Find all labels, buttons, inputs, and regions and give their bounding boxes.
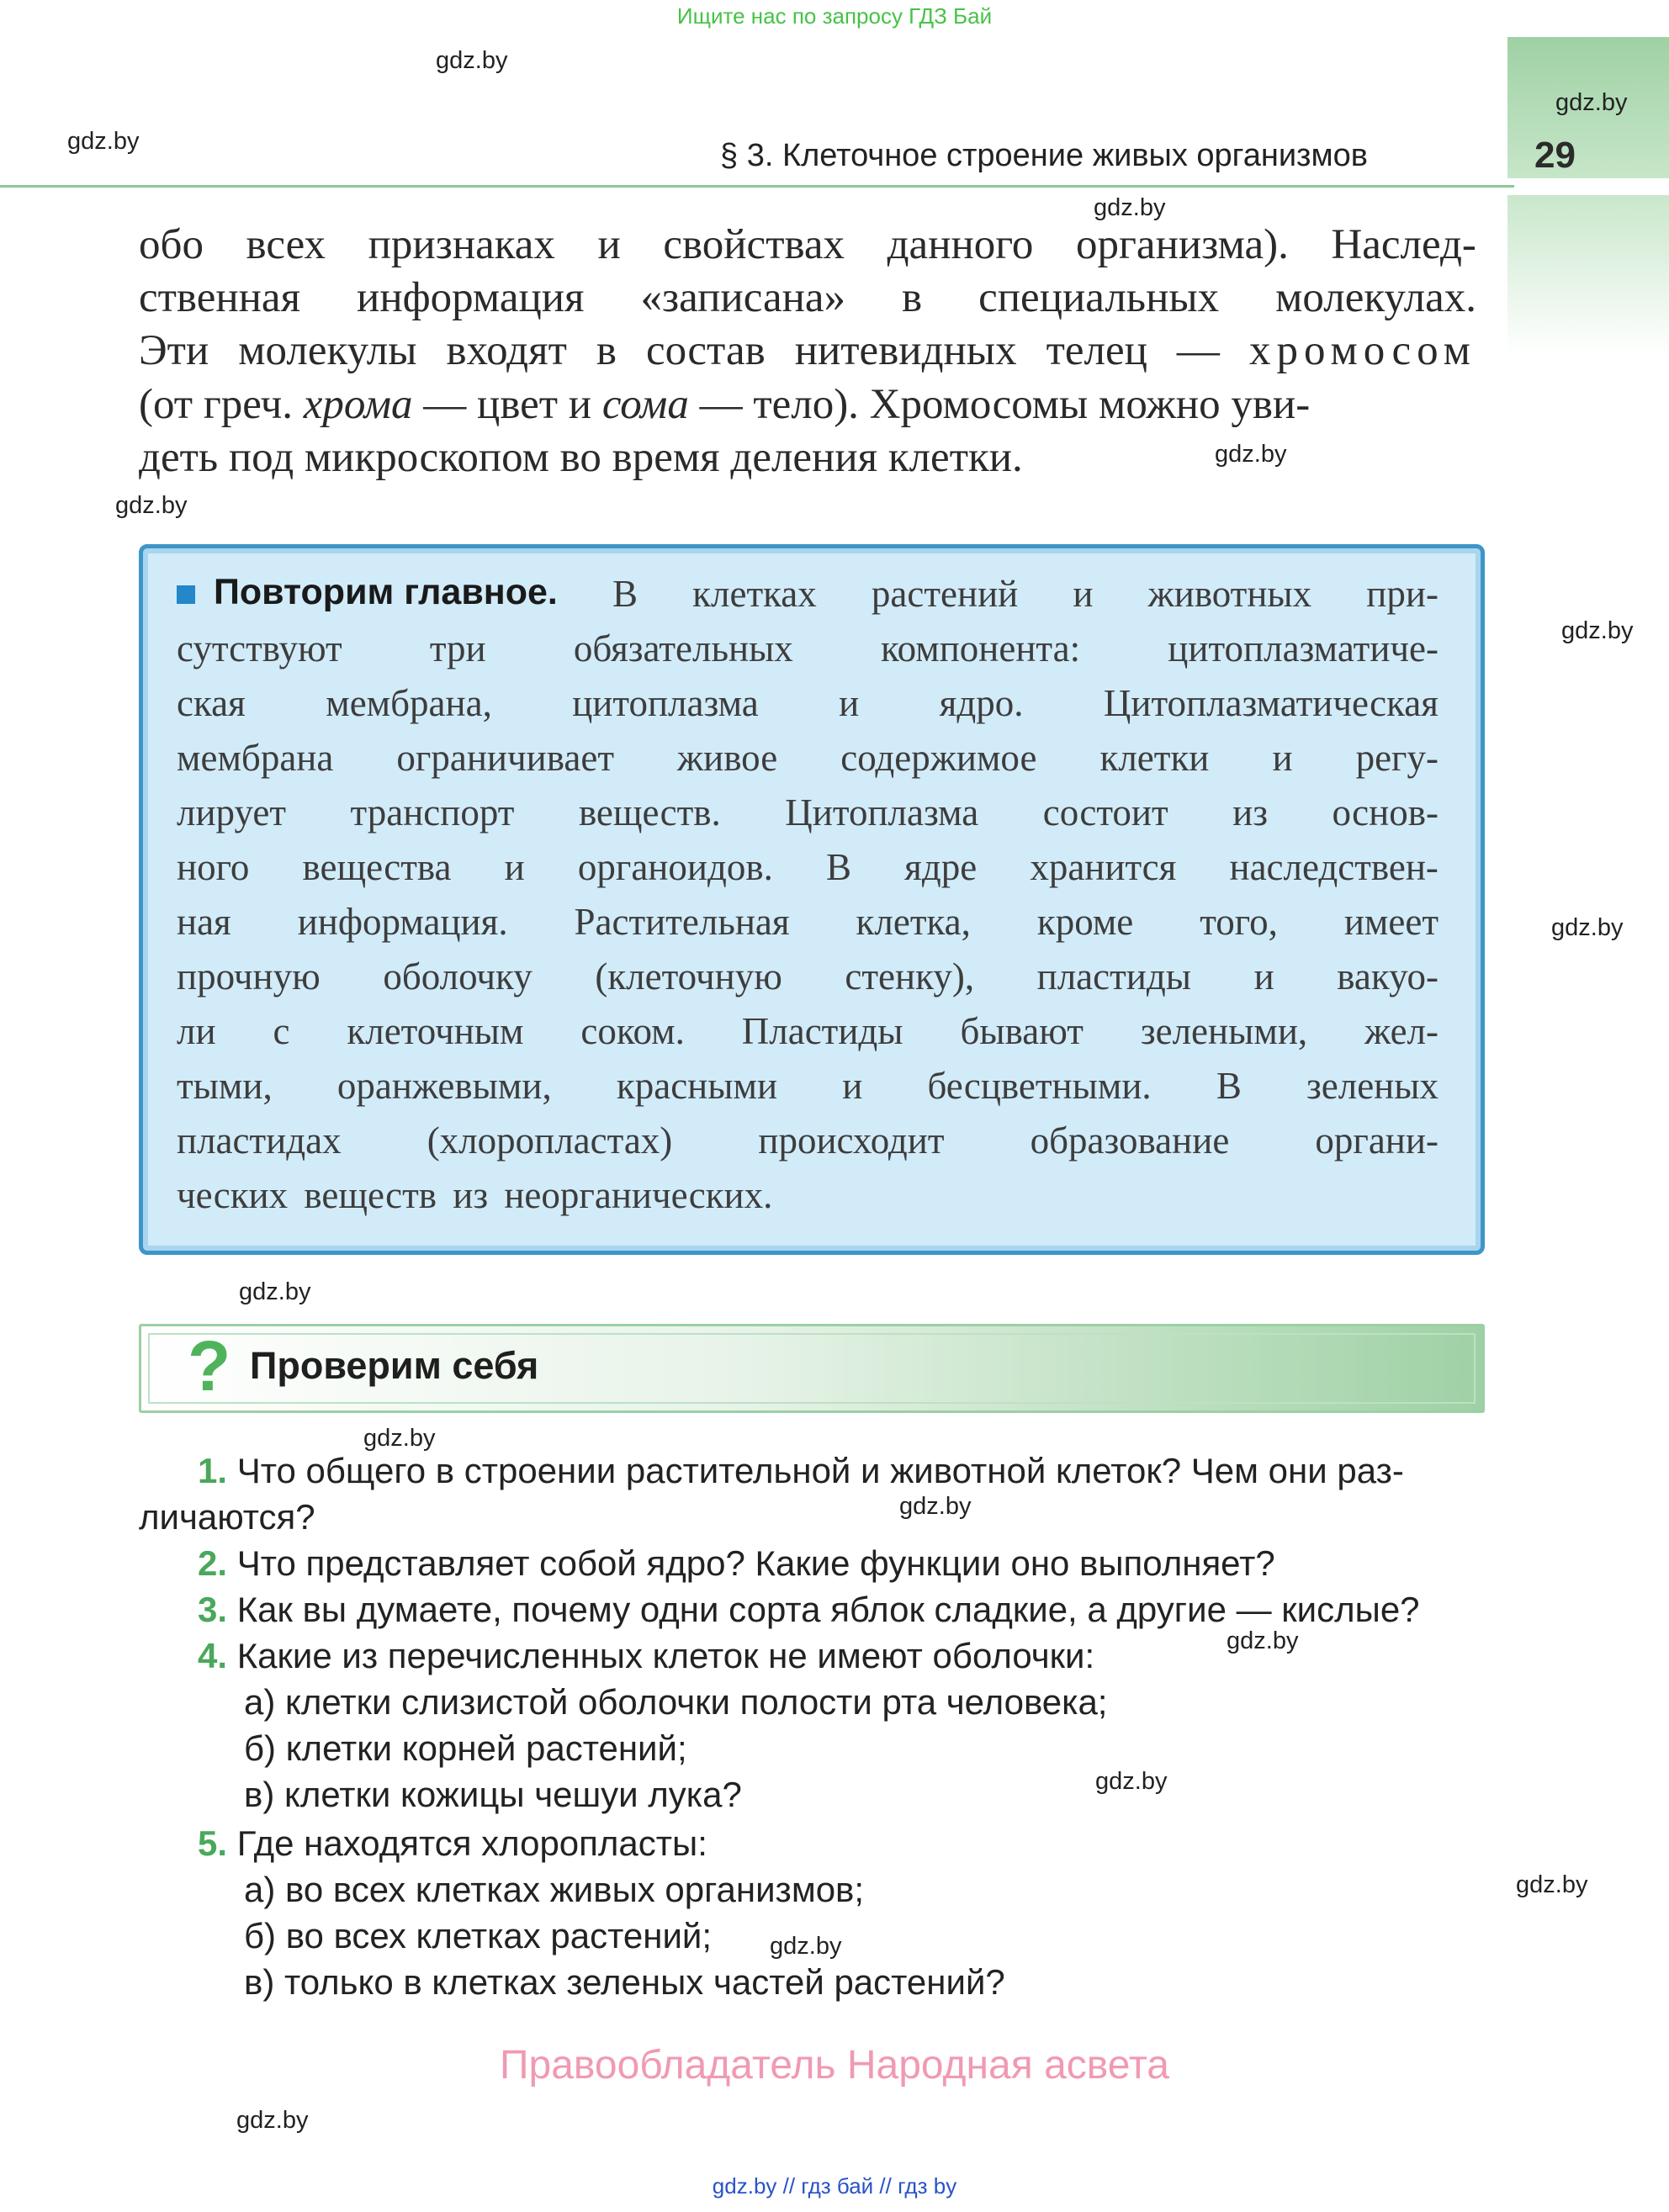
word: веществ. [578,791,721,833]
summary-line [177,845,1439,889]
summary-line [177,791,1439,834]
word: основ- [1332,791,1439,833]
word: (клеточную [595,955,782,998]
summary-label: Повторим главное. [177,572,558,616]
word: входят [446,327,567,374]
summary-line [177,1064,1439,1108]
page-tab-fade [1507,195,1669,355]
word: зеленых [1306,1065,1439,1107]
word: признаках [368,221,555,268]
text-segment: — цвет и [423,381,592,428]
body-line [139,326,1476,375]
word: Растительная [574,901,790,943]
word: (хлоропластах) [427,1119,673,1162]
word: свойствах [663,221,845,268]
word: и [1253,955,1274,998]
watermark: gdz.by [67,128,140,155]
watermark: gdz.by [1094,194,1166,221]
question-4-option-c: в) клетки кожицы чешуи лука? [244,1775,742,1814]
word: красными [616,1065,778,1107]
summary-line [177,955,1439,998]
summary-line [177,627,1439,670]
question-4-option-a: а) клетки слизистой оболочки полости рта человека; [244,1682,1108,1722]
word: в [596,327,617,374]
word: клетка, [856,901,971,943]
word: тыми, [177,1065,273,1107]
question-text: Как вы думаете, почему одни сорта яблок сладкие, а другие — кислые? [236,1590,1420,1629]
question-4 [198,1636,1094,1676]
word: нитевидных [794,327,1017,374]
word: в [902,274,923,321]
question-1-cont: личаются? [139,1497,315,1537]
question-3 [198,1590,1420,1630]
word: органоидов. [577,846,773,888]
word: клетках [692,573,817,615]
word: при- [1366,573,1439,615]
term-chromosome: хромосом [1248,327,1476,374]
watermark: gdz.by [770,1933,842,1960]
word: ядро. [939,682,1024,724]
question-number: 4. [198,1636,228,1675]
word: обо [139,221,204,268]
question-4-option-b: б) клетки корней растений; [244,1728,687,1768]
question-text: Где находятся хлоропласты: [236,1823,707,1863]
summary-line [177,1119,1439,1162]
body-line [139,273,1476,322]
copyright-notice: Правообладатель Народная асвета [500,2043,1169,2088]
word: и [597,221,621,268]
word: обязательных [573,627,793,669]
word: жел- [1364,1010,1439,1052]
watermark: gdz.by [115,492,188,519]
word: живое [677,737,778,779]
word: и [1272,737,1293,779]
word: состоит [1042,791,1168,833]
summary-line [177,736,1439,780]
question-mark-icon: ? [188,1326,231,1405]
body-line [139,380,1476,429]
word: ограничивает [396,737,614,779]
body-line [139,220,1476,269]
word: мембрана, [326,682,492,724]
word: оболочку [383,955,532,998]
question-text: Что общего в строении растительной и животной клеток? Чем они раз- [236,1451,1404,1490]
watermark: gdz.by [1227,1627,1299,1654]
watermark: gdz.by [1555,89,1628,116]
word: бесцветными. [927,1065,1152,1107]
square-bullet-icon [177,585,195,604]
word: ная [177,901,231,943]
word: Цитоплазматическая [1103,682,1439,724]
word: органи- [1315,1119,1439,1162]
word: регу- [1355,737,1439,779]
word: хранится [1030,846,1177,888]
word: ли [177,1010,216,1052]
word: растений [871,573,1019,615]
page-number: 29 [1534,135,1576,176]
word: происходит [758,1119,945,1162]
word: содержимое [840,737,1037,779]
watermark: gdz.by [1516,1871,1588,1898]
question-number: 3. [198,1590,228,1629]
question-text: Какие из перечисленных клеток не имеют оболочки: [236,1636,1095,1675]
word: цитоплазматиче- [1168,627,1439,669]
summary-line [177,900,1439,944]
word: стенку), [845,955,975,998]
question-2 [198,1543,1275,1584]
word: цитоплазма [572,682,759,724]
word: молекулы [238,327,417,374]
term-italic: хрома [303,381,413,428]
question-number: 5. [198,1823,228,1863]
word: вещества [302,846,452,888]
word: оранжевыми, [336,1065,552,1107]
word: и [504,846,525,888]
question-1 [198,1451,1404,1491]
watermark: gdz.by [363,1425,436,1452]
word: три [429,627,486,669]
word: компонента: [881,627,1081,669]
check-yourself-title: Проверим себя [250,1344,539,1387]
term-italic: сома [601,381,689,428]
word: мембрана [177,737,334,779]
watermark: gdz.by [1095,1768,1168,1795]
word: информация. [297,901,508,943]
word: Пластиды [741,1010,903,1052]
word: с [273,1010,290,1052]
question-5-option-a: а) во всех клетках живых организмов; [244,1870,865,1909]
word: прочную [177,955,321,998]
word: того, [1200,901,1278,943]
text-segment: — тело). Хромосомы можно уви- [699,381,1311,428]
word: ядре [904,846,978,888]
word: сутствуют [177,627,342,669]
word: телец [1046,327,1147,374]
summary-line [177,1009,1439,1053]
question-number: 2. [198,1543,228,1583]
question-number: 1. [198,1451,228,1490]
word: В [612,573,638,615]
running-head: § 3. Клеточное строение живых организмов [720,138,1368,173]
word: образование [1030,1119,1230,1162]
word: информация [357,274,585,321]
question-5-option-c: в) только в клетках зеленых частей растений? [244,1962,1005,2002]
word: из [1232,791,1269,833]
word: соком. [580,1010,685,1052]
word: В [1216,1065,1242,1107]
word: бывают [960,1010,1084,1052]
question-5-option-b: б) во всех клетках растений; [244,1916,713,1955]
footer-links[interactable]: gdz.by // гдз бай // гдз by [712,2173,957,2199]
word: имеет [1343,901,1439,943]
word: наследствен- [1229,846,1439,888]
word: лирует [177,791,286,833]
word: специальных [978,274,1220,321]
watermark: gdz.by [899,1493,972,1520]
word: молекулах. [1275,274,1476,321]
word: и [839,682,860,724]
summary-line [177,681,1439,725]
word: Наслед- [1331,221,1476,268]
word: организма). [1076,221,1289,268]
word: клетки [1099,737,1210,779]
word: животных [1147,573,1312,615]
watermark: gdz.by [436,47,508,74]
word: ственная [139,274,301,321]
word: В [825,846,851,888]
word: вакуо- [1337,955,1439,998]
word: и [1073,573,1094,615]
word: Эти [139,327,209,374]
promo-banner: Ищите нас по запросу ГДЗ Бай [676,3,993,29]
watermark: gdz.by [239,1278,311,1305]
watermark: gdz.by [1561,617,1634,644]
header-rule [0,185,1514,188]
word: Цитоплазма [785,791,979,833]
summary-line [177,1173,1439,1217]
word: всех [246,221,326,268]
word: состав [646,327,766,374]
word: клеточным [347,1010,524,1052]
word: — [1176,327,1220,374]
word: данного [887,221,1034,268]
summary-last-line: ческих веществ из неорганических. [177,1174,773,1216]
question-text: Что представляет собой ядро? Какие функции оно выполняет? [236,1543,1275,1583]
body-line: деть под микроскопом во время деления клетки. [139,434,1023,481]
word: транспорт [350,791,515,833]
word: «записана» [640,274,846,321]
word: ного [177,846,250,888]
watermark: gdz.by [1551,914,1624,941]
summary-line [177,572,1439,616]
watermark: gdz.by [1215,441,1287,468]
word: пластиды [1036,955,1192,998]
word: пластидах [177,1119,342,1162]
question-5 [198,1823,707,1864]
text-segment: (от греч. [139,381,294,428]
word: кроме [1036,901,1134,943]
watermark: gdz.by [236,2107,309,2134]
word: ская [177,682,246,724]
word: и [842,1065,863,1107]
word: зелеными, [1140,1010,1308,1052]
